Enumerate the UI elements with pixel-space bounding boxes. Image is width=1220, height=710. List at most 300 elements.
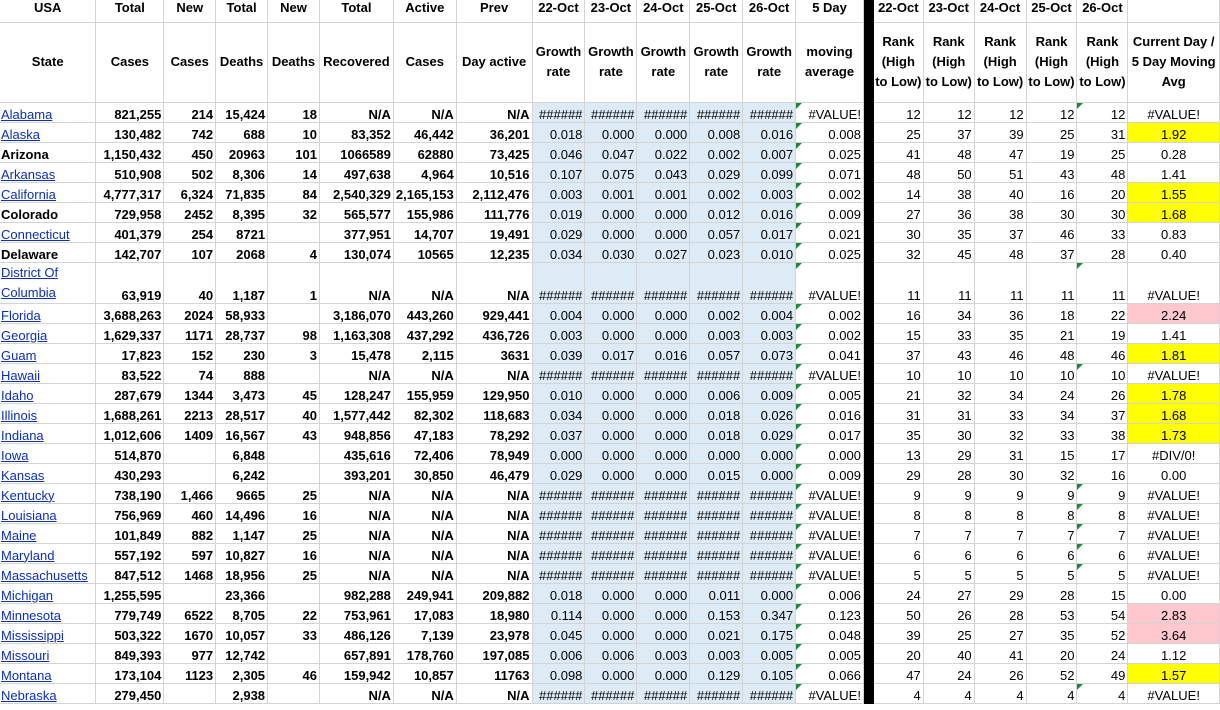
state-name-cell[interactable]: Alaska <box>0 122 96 142</box>
growth-rate-cell[interactable]: 0.018 <box>690 403 743 423</box>
rank-cell[interactable]: 53 <box>1026 603 1077 623</box>
header-cell[interactable]: 24-Oct <box>637 0 690 22</box>
state-name-cell[interactable]: Georgia <box>0 323 96 343</box>
current-vs-avg-cell[interactable]: #VALUE! <box>1128 363 1220 383</box>
active-cases-cell[interactable]: 2,165,153 <box>393 182 456 202</box>
rank-cell[interactable]: 32 <box>974 423 1026 443</box>
total-cases-cell[interactable]: 1,688,261 <box>96 403 164 423</box>
rank-cell[interactable]: 48 <box>974 242 1026 262</box>
new-cases-cell[interactable]: 74 <box>164 363 216 383</box>
recovered-cell[interactable]: 497,638 <box>319 162 393 182</box>
growth-rate-cell[interactable]: 0.006 <box>690 383 743 403</box>
current-vs-avg-cell[interactable]: #DIV/0! <box>1128 443 1220 463</box>
growth-rate-cell[interactable]: 0.000 <box>637 202 690 222</box>
moving-average-cell[interactable]: #VALUE! <box>796 503 864 523</box>
moving-average-cell[interactable]: 0.009 <box>796 463 864 483</box>
growth-rate-cell[interactable]: 0.029 <box>743 423 796 443</box>
rank-cell[interactable]: 49 <box>1077 663 1128 683</box>
active-cases-cell[interactable]: 249,941 <box>393 583 456 603</box>
rank-cell[interactable]: 27 <box>873 202 923 222</box>
prev-day-active-cell[interactable]: N/A <box>456 102 532 122</box>
recovered-cell[interactable]: N/A <box>319 683 393 703</box>
current-vs-avg-cell[interactable]: 1.68 <box>1128 202 1220 222</box>
rank-cell[interactable]: 39 <box>873 623 923 643</box>
growth-rate-cell[interactable]: 0.011 <box>690 583 743 603</box>
header-cell[interactable]: New <box>268 0 320 22</box>
rank-cell[interactable]: 25 <box>1026 122 1077 142</box>
rank-cell[interactable]: 34 <box>974 383 1026 403</box>
total-deaths-cell[interactable]: 8,395 <box>216 202 268 222</box>
moving-average-cell[interactable]: #VALUE! <box>796 563 864 583</box>
growth-rate-cell[interactable]: ###### <box>690 262 743 303</box>
recovered-cell[interactable]: 486,126 <box>319 623 393 643</box>
recovered-cell[interactable]: N/A <box>319 483 393 503</box>
growth-rate-cell[interactable]: 0.006 <box>585 643 637 663</box>
rank-cell[interactable]: 28 <box>974 603 1026 623</box>
rank-cell[interactable]: 10 <box>1077 363 1128 383</box>
state-name-cell[interactable]: Alabama <box>0 102 96 122</box>
header-cell[interactable]: Total <box>96 0 164 22</box>
rank-cell[interactable]: 24 <box>923 663 974 683</box>
growth-rate-cell[interactable]: 0.007 <box>743 142 796 162</box>
rank-cell[interactable]: 19 <box>1077 323 1128 343</box>
recovered-cell[interactable]: 15,478 <box>319 343 393 363</box>
growth-rate-cell[interactable]: 0.000 <box>585 403 637 423</box>
header-cell[interactable]: Rank (High to Low) <box>1077 22 1128 102</box>
divider-cell[interactable] <box>863 142 873 162</box>
growth-rate-cell[interactable]: ###### <box>532 523 585 543</box>
growth-rate-cell[interactable]: 0.018 <box>532 583 585 603</box>
growth-rate-cell[interactable]: 0.018 <box>690 423 743 443</box>
header-cell[interactable]: 22-Oct <box>873 0 923 22</box>
growth-rate-cell[interactable]: 0.003 <box>637 643 690 663</box>
divider-cell[interactable] <box>863 102 873 122</box>
rank-cell[interactable]: 30 <box>974 463 1026 483</box>
divider-cell[interactable] <box>863 202 873 222</box>
growth-rate-cell[interactable]: 0.000 <box>585 122 637 142</box>
header-cell[interactable] <box>1128 0 1220 22</box>
prev-day-active-cell[interactable]: 118,683 <box>456 403 532 423</box>
rank-cell[interactable]: 25 <box>1077 142 1128 162</box>
growth-rate-cell[interactable]: ###### <box>585 483 637 503</box>
new-cases-cell[interactable] <box>164 443 216 463</box>
growth-rate-cell[interactable]: 0.107 <box>532 162 585 182</box>
growth-rate-cell[interactable]: 0.003 <box>532 182 585 202</box>
total-cases-cell[interactable]: 173,104 <box>96 663 164 683</box>
rank-cell[interactable]: 6 <box>923 543 974 563</box>
new-cases-cell[interactable]: 742 <box>164 122 216 142</box>
rank-cell[interactable]: 46 <box>1026 222 1077 242</box>
header-cell[interactable]: Deaths <box>216 22 268 102</box>
current-vs-avg-cell[interactable]: #VALUE! <box>1128 102 1220 122</box>
growth-rate-cell[interactable]: 0.001 <box>637 182 690 202</box>
growth-rate-cell[interactable]: 0.003 <box>690 643 743 663</box>
active-cases-cell[interactable]: 62880 <box>393 142 456 162</box>
rank-cell[interactable]: 26 <box>974 663 1026 683</box>
moving-average-cell[interactable]: #VALUE! <box>796 483 864 503</box>
growth-rate-cell[interactable]: ###### <box>585 683 637 703</box>
total-cases-cell[interactable]: 510,908 <box>96 162 164 182</box>
current-vs-avg-cell[interactable]: #VALUE! <box>1128 483 1220 503</box>
moving-average-cell[interactable]: 0.016 <box>796 403 864 423</box>
header-cell[interactable]: Total <box>216 0 268 22</box>
total-cases-cell[interactable]: 1,255,595 <box>96 583 164 603</box>
header-cell[interactable]: Cases <box>96 22 164 102</box>
prev-day-active-cell[interactable]: 929,441 <box>456 303 532 323</box>
rank-cell[interactable]: 12 <box>923 102 974 122</box>
new-deaths-cell[interactable]: 18 <box>268 102 320 122</box>
rank-cell[interactable]: 27 <box>974 623 1026 643</box>
growth-rate-cell[interactable]: 0.046 <box>532 142 585 162</box>
total-cases-cell[interactable]: 401,379 <box>96 222 164 242</box>
new-cases-cell[interactable]: 40 <box>164 262 216 303</box>
divider-cell[interactable] <box>863 323 873 343</box>
prev-day-active-cell[interactable]: 3631 <box>456 343 532 363</box>
rank-cell[interactable]: 15 <box>1026 443 1077 463</box>
new-deaths-cell[interactable]: 25 <box>268 563 320 583</box>
recovered-cell[interactable]: 128,247 <box>319 383 393 403</box>
growth-rate-cell[interactable]: ###### <box>690 102 743 122</box>
total-deaths-cell[interactable]: 14,496 <box>216 503 268 523</box>
prev-day-active-cell[interactable]: N/A <box>456 262 532 303</box>
total-cases-cell[interactable]: 142,707 <box>96 242 164 262</box>
moving-average-cell[interactable]: 0.002 <box>796 323 864 343</box>
total-cases-cell[interactable]: 279,450 <box>96 683 164 703</box>
total-deaths-cell[interactable]: 16,567 <box>216 423 268 443</box>
new-cases-cell[interactable]: 2024 <box>164 303 216 323</box>
growth-rate-cell[interactable]: 0.002 <box>690 303 743 323</box>
rank-cell[interactable]: 5 <box>974 563 1026 583</box>
active-cases-cell[interactable]: 7,139 <box>393 623 456 643</box>
total-deaths-cell[interactable]: 10,057 <box>216 623 268 643</box>
rank-cell[interactable]: 48 <box>873 162 923 182</box>
total-deaths-cell[interactable]: 6,848 <box>216 443 268 463</box>
moving-average-cell[interactable]: 0.000 <box>796 443 864 463</box>
rank-cell[interactable]: 7 <box>974 523 1026 543</box>
state-name-cell[interactable]: Colorado <box>0 202 96 222</box>
header-cell[interactable]: moving average <box>796 22 864 102</box>
rank-cell[interactable]: 33 <box>1026 423 1077 443</box>
rank-cell[interactable]: 24 <box>1077 643 1128 663</box>
active-cases-cell[interactable]: 443,260 <box>393 303 456 323</box>
current-vs-avg-cell[interactable]: #VALUE! <box>1128 543 1220 563</box>
rank-cell[interactable]: 8 <box>1077 503 1128 523</box>
state-name-cell[interactable]: Maine <box>0 523 96 543</box>
prev-day-active-cell[interactable]: 11763 <box>456 663 532 683</box>
total-cases-cell[interactable]: 557,192 <box>96 543 164 563</box>
rank-cell[interactable]: 37 <box>1026 242 1077 262</box>
rank-cell[interactable]: 31 <box>923 403 974 423</box>
prev-day-active-cell[interactable]: 19,491 <box>456 222 532 242</box>
growth-rate-cell[interactable]: 0.000 <box>637 623 690 643</box>
current-vs-avg-cell[interactable]: 0.83 <box>1128 222 1220 242</box>
divider-cell[interactable] <box>863 663 873 683</box>
rank-cell[interactable]: 33 <box>974 403 1026 423</box>
new-cases-cell[interactable]: 882 <box>164 523 216 543</box>
recovered-cell[interactable]: 377,951 <box>319 222 393 242</box>
growth-rate-cell[interactable]: ###### <box>637 683 690 703</box>
moving-average-cell[interactable]: 0.005 <box>796 643 864 663</box>
state-name-cell[interactable]: Florida <box>0 303 96 323</box>
rank-cell[interactable]: 48 <box>1077 162 1128 182</box>
recovered-cell[interactable]: 982,288 <box>319 583 393 603</box>
prev-day-active-cell[interactable]: 129,950 <box>456 383 532 403</box>
recovered-cell[interactable]: 159,942 <box>319 663 393 683</box>
growth-rate-cell[interactable]: ###### <box>637 363 690 383</box>
current-vs-avg-cell[interactable]: #VALUE! <box>1128 262 1220 303</box>
rank-cell[interactable]: 32 <box>1026 463 1077 483</box>
prev-day-active-cell[interactable]: 78,949 <box>456 443 532 463</box>
growth-rate-cell[interactable]: ###### <box>690 503 743 523</box>
rank-cell[interactable]: 4 <box>923 683 974 703</box>
total-cases-cell[interactable]: 1,629,337 <box>96 323 164 343</box>
current-vs-avg-cell[interactable]: #VALUE! <box>1128 523 1220 543</box>
rank-cell[interactable]: 36 <box>974 303 1026 323</box>
growth-rate-cell[interactable]: 0.030 <box>585 242 637 262</box>
total-cases-cell[interactable]: 287,679 <box>96 383 164 403</box>
divider-cell[interactable] <box>863 262 873 303</box>
rank-cell[interactable]: 48 <box>1026 343 1077 363</box>
rank-cell[interactable]: 11 <box>974 262 1026 303</box>
current-vs-avg-cell[interactable]: #VALUE! <box>1128 503 1220 523</box>
divider-cell[interactable] <box>863 643 873 663</box>
prev-day-active-cell[interactable]: N/A <box>456 503 532 523</box>
active-cases-cell[interactable]: 2,115 <box>393 343 456 363</box>
rank-cell[interactable]: 10 <box>974 363 1026 383</box>
growth-rate-cell[interactable]: 0.006 <box>532 643 585 663</box>
divider-cell[interactable] <box>863 222 873 242</box>
new-cases-cell[interactable] <box>164 683 216 703</box>
growth-rate-cell[interactable]: 0.003 <box>743 182 796 202</box>
total-deaths-cell[interactable]: 15,424 <box>216 102 268 122</box>
current-vs-avg-cell[interactable]: 0.28 <box>1128 142 1220 162</box>
divider-cell[interactable] <box>863 182 873 202</box>
moving-average-cell[interactable]: #VALUE! <box>796 523 864 543</box>
header-cell[interactable]: Growth rate <box>532 22 585 102</box>
rank-cell[interactable]: 50 <box>873 603 923 623</box>
moving-average-cell[interactable]: 0.071 <box>796 162 864 182</box>
state-name-cell[interactable]: Kansas <box>0 463 96 483</box>
header-cell[interactable]: Growth rate <box>637 22 690 102</box>
active-cases-cell[interactable]: 82,302 <box>393 403 456 423</box>
new-deaths-cell[interactable]: 10 <box>268 122 320 142</box>
growth-rate-cell[interactable]: 0.012 <box>690 202 743 222</box>
recovered-cell[interactable]: N/A <box>319 363 393 383</box>
prev-day-active-cell[interactable]: 197,085 <box>456 643 532 663</box>
recovered-cell[interactable]: N/A <box>319 523 393 543</box>
rank-cell[interactable]: 31 <box>1077 122 1128 142</box>
active-cases-cell[interactable]: 30,850 <box>393 463 456 483</box>
rank-cell[interactable]: 38 <box>974 202 1026 222</box>
growth-rate-cell[interactable]: 0.001 <box>585 182 637 202</box>
rank-cell[interactable]: 37 <box>1077 403 1128 423</box>
active-cases-cell[interactable]: 155,986 <box>393 202 456 222</box>
growth-rate-cell[interactable]: 0.000 <box>743 463 796 483</box>
moving-average-cell[interactable]: 0.002 <box>796 303 864 323</box>
total-cases-cell[interactable]: 756,969 <box>96 503 164 523</box>
growth-rate-cell[interactable]: ###### <box>743 683 796 703</box>
rank-cell[interactable]: 45 <box>923 242 974 262</box>
header-cell[interactable]: 5 Day <box>796 0 864 22</box>
rank-cell[interactable]: 36 <box>923 202 974 222</box>
rank-cell[interactable]: 14 <box>873 182 923 202</box>
growth-rate-cell[interactable]: 0.000 <box>532 443 585 463</box>
header-cell[interactable]: Rank (High to Low) <box>873 22 923 102</box>
growth-rate-cell[interactable]: 0.000 <box>585 423 637 443</box>
new-cases-cell[interactable]: 107 <box>164 242 216 262</box>
rank-cell[interactable]: 11 <box>1077 262 1128 303</box>
growth-rate-cell[interactable]: 0.098 <box>532 663 585 683</box>
rank-cell[interactable]: 35 <box>923 222 974 242</box>
active-cases-cell[interactable]: 14,707 <box>393 222 456 242</box>
growth-rate-cell[interactable]: 0.034 <box>532 403 585 423</box>
recovered-cell[interactable]: 948,856 <box>319 423 393 443</box>
state-name-cell[interactable]: Arizona <box>0 142 96 162</box>
growth-rate-cell[interactable]: 0.000 <box>637 663 690 683</box>
state-name-cell[interactable]: Montana <box>0 663 96 683</box>
new-deaths-cell[interactable] <box>268 583 320 603</box>
current-vs-avg-cell[interactable]: 1.78 <box>1128 383 1220 403</box>
recovered-cell[interactable]: N/A <box>319 563 393 583</box>
prev-day-active-cell[interactable]: N/A <box>456 363 532 383</box>
new-deaths-cell[interactable]: 22 <box>268 603 320 623</box>
state-name-cell[interactable]: Nebraska <box>0 683 96 703</box>
growth-rate-cell[interactable]: 0.010 <box>743 242 796 262</box>
current-vs-avg-cell[interactable]: 1.57 <box>1128 663 1220 683</box>
growth-rate-cell[interactable]: ###### <box>585 363 637 383</box>
prev-day-active-cell[interactable]: N/A <box>456 483 532 503</box>
new-deaths-cell[interactable]: 16 <box>268 543 320 563</box>
new-deaths-cell[interactable] <box>268 683 320 703</box>
moving-average-cell[interactable]: #VALUE! <box>796 363 864 383</box>
total-cases-cell[interactable]: 821,255 <box>96 102 164 122</box>
rank-cell[interactable]: 9 <box>873 483 923 503</box>
rank-cell[interactable]: 37 <box>974 222 1026 242</box>
recovered-cell[interactable]: 83,352 <box>319 122 393 142</box>
total-deaths-cell[interactable]: 23,366 <box>216 583 268 603</box>
growth-rate-cell[interactable]: 0.000 <box>637 583 690 603</box>
rank-cell[interactable]: 37 <box>873 343 923 363</box>
new-deaths-cell[interactable]: 14 <box>268 162 320 182</box>
current-vs-avg-cell[interactable]: 0.00 <box>1128 463 1220 483</box>
rank-cell[interactable]: 43 <box>1026 162 1077 182</box>
new-deaths-cell[interactable] <box>268 363 320 383</box>
recovered-cell[interactable]: 753,961 <box>319 603 393 623</box>
new-deaths-cell[interactable]: 1 <box>268 262 320 303</box>
state-name-cell[interactable]: Kentucky <box>0 483 96 503</box>
header-cell[interactable]: Growth rate <box>585 22 637 102</box>
new-cases-cell[interactable]: 460 <box>164 503 216 523</box>
rank-cell[interactable]: 21 <box>873 383 923 403</box>
growth-rate-cell[interactable]: 0.017 <box>743 222 796 242</box>
growth-rate-cell[interactable]: 0.347 <box>743 603 796 623</box>
growth-rate-cell[interactable]: 0.039 <box>532 343 585 363</box>
growth-rate-cell[interactable]: ###### <box>585 262 637 303</box>
growth-rate-cell[interactable]: 0.004 <box>532 303 585 323</box>
header-cell[interactable]: New <box>164 0 216 22</box>
state-name-cell[interactable]: Michigan <box>0 583 96 603</box>
growth-rate-cell[interactable]: 0.047 <box>585 142 637 162</box>
growth-rate-cell[interactable]: ###### <box>690 683 743 703</box>
divider-cell[interactable] <box>863 363 873 383</box>
growth-rate-cell[interactable]: 0.000 <box>637 423 690 443</box>
prev-day-active-cell[interactable]: 18,980 <box>456 603 532 623</box>
growth-rate-cell[interactable]: 0.000 <box>637 303 690 323</box>
current-vs-avg-cell[interactable]: 1.41 <box>1128 323 1220 343</box>
active-cases-cell[interactable]: 155,959 <box>393 383 456 403</box>
rank-cell[interactable]: 30 <box>1077 202 1128 222</box>
growth-rate-cell[interactable]: ###### <box>690 363 743 383</box>
growth-rate-cell[interactable]: 0.003 <box>532 323 585 343</box>
current-vs-avg-cell[interactable]: 1.41 <box>1128 162 1220 182</box>
rank-cell[interactable]: 18 <box>1026 303 1077 323</box>
rank-cell[interactable]: 10 <box>873 363 923 383</box>
total-deaths-cell[interactable]: 888 <box>216 363 268 383</box>
prev-day-active-cell[interactable]: 23,978 <box>456 623 532 643</box>
rank-cell[interactable]: 52 <box>1026 663 1077 683</box>
new-cases-cell[interactable]: 977 <box>164 643 216 663</box>
recovered-cell[interactable]: 565,577 <box>319 202 393 222</box>
rank-cell[interactable]: 16 <box>873 303 923 323</box>
rank-cell[interactable]: 16 <box>1026 182 1077 202</box>
growth-rate-cell[interactable]: 0.027 <box>637 242 690 262</box>
recovered-cell[interactable]: 130,074 <box>319 242 393 262</box>
total-deaths-cell[interactable]: 688 <box>216 122 268 142</box>
rank-cell[interactable]: 40 <box>974 182 1026 202</box>
header-cell[interactable]: Rank (High to Low) <box>974 22 1026 102</box>
total-cases-cell[interactable]: 729,958 <box>96 202 164 222</box>
recovered-cell[interactable]: 1,577,442 <box>319 403 393 423</box>
growth-rate-cell[interactable]: 0.099 <box>743 162 796 182</box>
divider-cell[interactable] <box>863 122 873 142</box>
rank-cell[interactable]: 4 <box>1077 683 1128 703</box>
new-deaths-cell[interactable]: 43 <box>268 423 320 443</box>
rank-cell[interactable]: 28 <box>1077 242 1128 262</box>
total-deaths-cell[interactable]: 58,933 <box>216 303 268 323</box>
rank-cell[interactable]: 47 <box>974 142 1026 162</box>
moving-average-cell[interactable]: #VALUE! <box>796 683 864 703</box>
total-deaths-cell[interactable]: 18,956 <box>216 563 268 583</box>
divider-cell[interactable] <box>863 242 873 262</box>
rank-cell[interactable]: 6 <box>974 543 1026 563</box>
growth-rate-cell[interactable]: ###### <box>637 523 690 543</box>
total-cases-cell[interactable]: 738,190 <box>96 483 164 503</box>
growth-rate-cell[interactable]: 0.075 <box>585 162 637 182</box>
growth-rate-cell[interactable]: ###### <box>532 543 585 563</box>
divider-cell[interactable] <box>863 603 873 623</box>
header-cell[interactable]: Cases <box>393 22 456 102</box>
recovered-cell[interactable]: N/A <box>319 102 393 122</box>
new-cases-cell[interactable]: 2452 <box>164 202 216 222</box>
recovered-cell[interactable]: 657,891 <box>319 643 393 663</box>
total-cases-cell[interactable]: 3,688,263 <box>96 303 164 323</box>
moving-average-cell[interactable]: 0.008 <box>796 122 864 142</box>
state-name-cell[interactable]: Hawaii <box>0 363 96 383</box>
current-vs-avg-cell[interactable]: 2.24 <box>1128 303 1220 323</box>
rank-cell[interactable]: 29 <box>923 443 974 463</box>
rank-cell[interactable]: 8 <box>923 503 974 523</box>
moving-average-cell[interactable]: #VALUE! <box>796 543 864 563</box>
rank-cell[interactable]: 32 <box>923 383 974 403</box>
growth-rate-cell[interactable]: ###### <box>532 483 585 503</box>
state-name-cell[interactable]: Delaware <box>0 242 96 262</box>
total-cases-cell[interactable]: 847,512 <box>96 563 164 583</box>
state-name-cell[interactable]: California <box>0 182 96 202</box>
divider-cell[interactable] <box>863 583 873 603</box>
growth-rate-cell[interactable]: 0.129 <box>690 663 743 683</box>
header-cell[interactable]: Growth rate <box>690 22 743 102</box>
rank-cell[interactable]: 4 <box>974 683 1026 703</box>
